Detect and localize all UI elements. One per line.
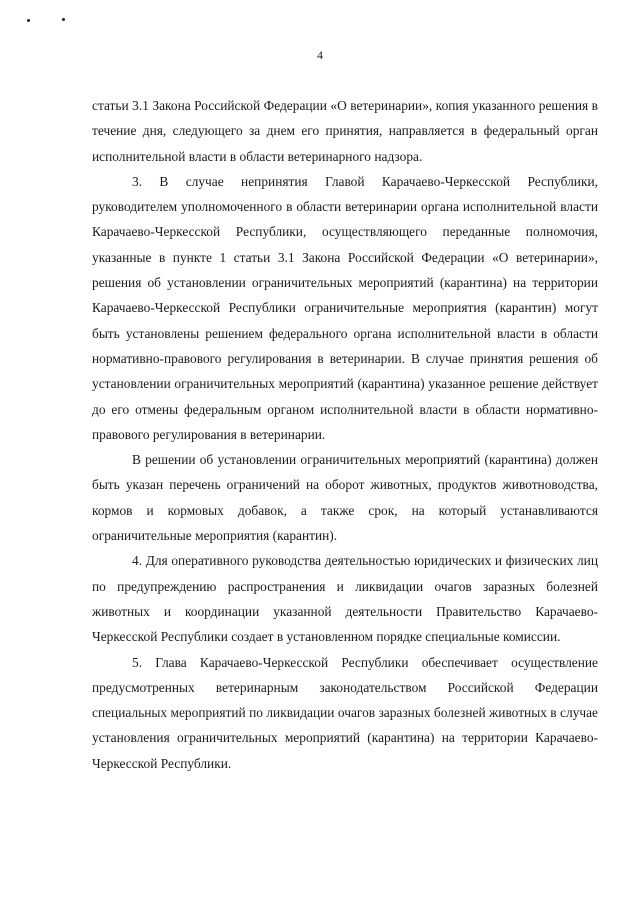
paragraph-clause-3: 3. В случае непринятия Главой Карачаево-Черкесской Республики, руководителем уполномоченного в области ветеринарии органа исполнительной власти Карачаево-Черкесской Республики, осуществляющего переданные полномочия, указанные в пункте 1 статьи 3.1 Закона Российской Федерации «О ветеринарии», решения об установлении ограничительных мероприятий (карантина) на территории Карачаево-Черкесской Республики ограничительные мероприятия (карантин) могут быть установлены решением федерального органа исполнительной власти в области нормативно-правового регулирования в ветеринарии. В случае принятия решения об установлении ограничительных мероприятий (карантина) указанное решение действует до его отмены федеральным органом исполнительной власти в области нормативно-правового регулирования в ветеринарии. <box>92 173 598 442</box>
paragraph-clause-4: 4. Для оперативного руководства деятельностью юридических и физических лиц по предупреждению распространения и ликвидации очагов заразных болезней животных и координации указанной деятельности Правительство Карачаево-Черкесской Республики создает в установленном порядке специальные комиссии. <box>92 553 598 645</box>
paragraph-continuation: статьи 3.1 Закона Российской Федерации «О ветеринарии», копия указанного решения в течение дня, следующего за днем его принятия, направляется в федеральный орган исполнительной власти в области ветеринарного надзора. <box>92 98 598 164</box>
paragraph-quarantine-decision: В решении об установлении ограничительных мероприятий (карантина) должен быть указан перечень ограничений на оборот животных, продуктов животноводства, кормов и кормовых добавок, а также срок, на который устанавливаются ограничительные мероприятия (карантин). <box>92 452 598 544</box>
paragraph-clause-5: 5. Глава Карачаево-Черкесской Республики обеспечивает осуществление предусмотренных ветеринарным законодательством Российской Федерации специальных мероприятий по ликвидации очагов заразных болезней животных в случае установления ограничительных мероприятий (карантина) на территории Карачаево-Черкесской Республики. <box>92 654 598 771</box>
scan-mark <box>27 19 30 22</box>
document-body <box>92 93 598 776</box>
page-number: 4 <box>317 48 323 62</box>
scan-mark <box>62 18 65 21</box>
